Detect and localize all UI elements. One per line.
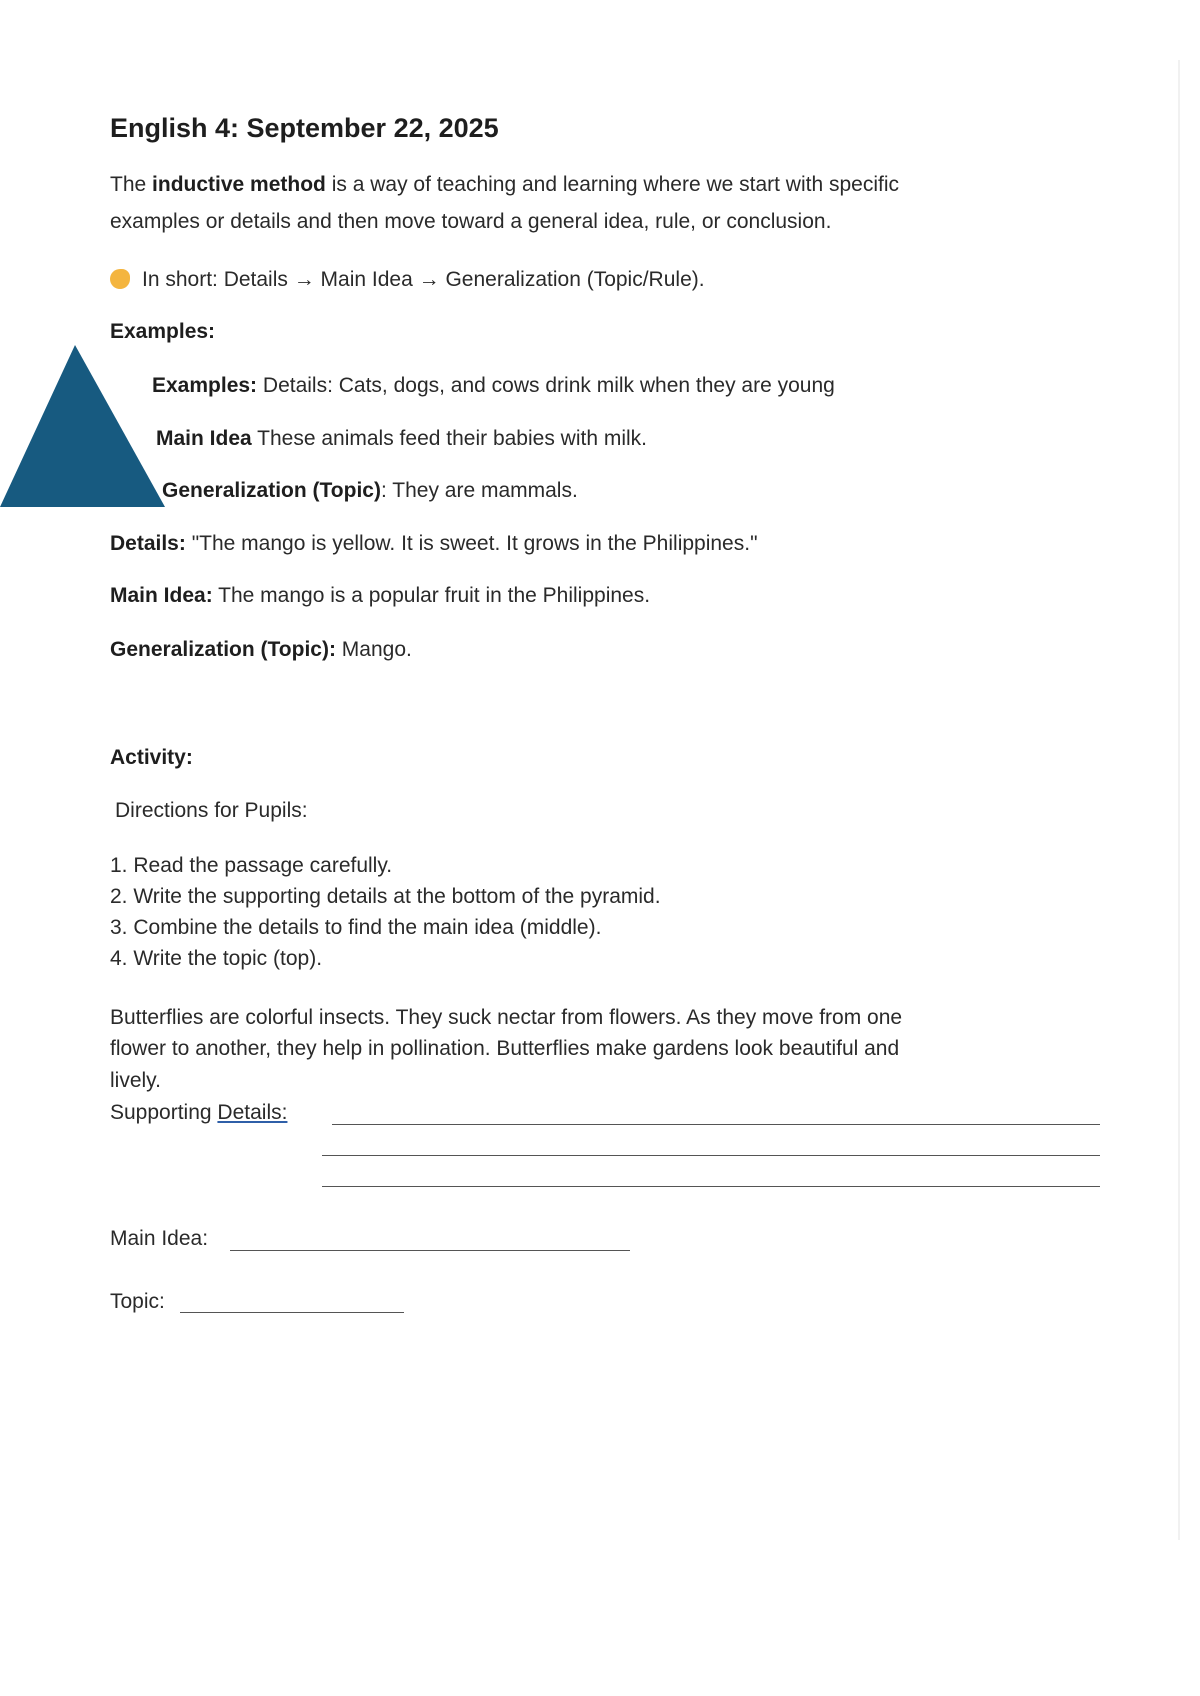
step-item: 1. Read the passage carefully. [110, 854, 393, 877]
step-item: 3. Combine the details to find the main idea (middle). [110, 916, 602, 939]
main-idea-label: Main Idea: [110, 1227, 209, 1250]
passage-line: lively. [110, 1069, 161, 1092]
activity-heading: Activity: [110, 746, 193, 769]
intro-bold-term: inductive method [152, 173, 326, 196]
pyramid-triangle-icon [0, 345, 170, 510]
topic-blank[interactable] [180, 1312, 404, 1313]
topic-label: Topic: [110, 1290, 165, 1313]
directions-text: Directions for Pupils: [115, 799, 308, 822]
passage-line: Butterflies are colorful insects. They suck nectar from flowers. As they move from one [110, 1006, 903, 1029]
step-item: 4. Write the topic (top). [110, 947, 323, 970]
supporting-details-blank-3[interactable] [322, 1186, 1100, 1187]
supporting-details-label: Supporting Details: [110, 1101, 288, 1124]
example1-generalization: Generalization (Topic): They are mammals. [162, 479, 578, 502]
in-short-line [110, 266, 705, 294]
example2-generalization: Generalization (Topic): Mango. [110, 638, 412, 661]
example2-main-idea: Main Idea: The mango is a popular fruit in the Philippines. [110, 584, 651, 607]
examples-heading: Examples: [110, 320, 216, 343]
in-short-text: In short: Details → Main Idea → Generalization (Topic/Rule). [142, 268, 705, 291]
example1-details: Examples: Details: Cats, dogs, and cows drink milk when they are young [152, 374, 835, 397]
intro-line-2: examples or details and then move toward a general idea, rule, or conclusion. [110, 210, 832, 233]
supporting-details-blank-2[interactable] [322, 1155, 1100, 1156]
step-item: 2. Write the supporting details at the bottom of the pyramid. [110, 885, 661, 908]
main-idea-blank[interactable] [230, 1250, 630, 1251]
example1-main-idea: Main Idea These animals feed their babies with milk. [156, 427, 648, 450]
page-title: English 4: September 22, 2025 [110, 113, 499, 143]
intro-line-1: The inductive method is a way of teaching and learning where we start with specific [110, 173, 900, 196]
passage-line: flower to another, they help in pollination. Butterflies make gardens look beautiful and [110, 1037, 900, 1060]
supporting-details-blank-1[interactable] [332, 1124, 1100, 1125]
pointing-hand-icon [110, 269, 130, 289]
example2-details: Details: "The mango is yellow. It is sweet. It grows in the Philippines." [110, 532, 758, 555]
page-edge-shadow [1178, 60, 1180, 1540]
